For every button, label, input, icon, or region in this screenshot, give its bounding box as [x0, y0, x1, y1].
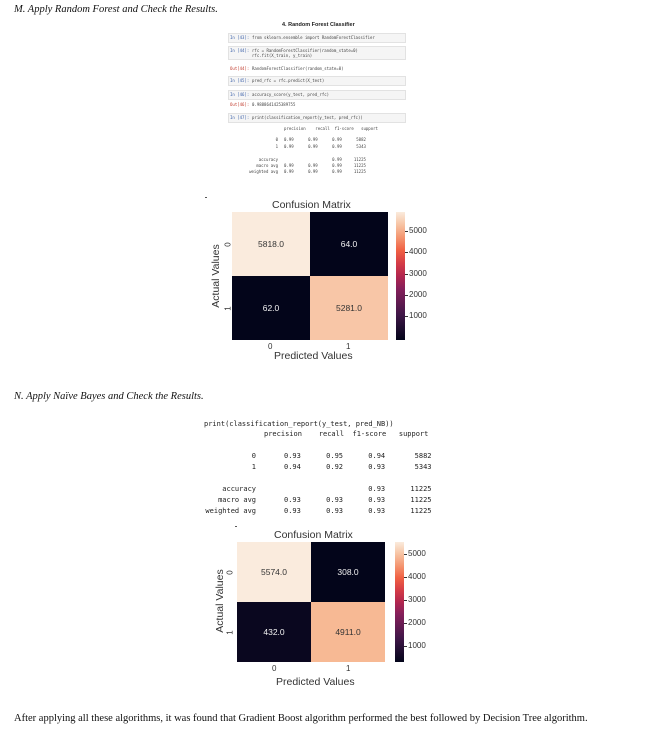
cm1-cbar-tick: 2000 [409, 290, 427, 299]
cm2-cbar-tick: 5000 [408, 549, 426, 558]
cm1-cell-0-1: 64.0 [310, 212, 388, 276]
nb-report-values: 0.93 0.95 0.94 5882 [284, 452, 432, 460]
nb-report-values: 0.94 0.92 0.93 5343 [284, 463, 432, 471]
cm1-xtick-1: 1 [346, 342, 351, 351]
report-label: weighted avg [249, 169, 278, 174]
report-values: 0.99 0.99 0.99 5882 [284, 137, 366, 142]
cm2-cbar-tick: 1000 [408, 641, 426, 650]
report-label: 0 [275, 137, 278, 142]
cm1-xtick-0: 0 [268, 342, 273, 351]
cell-prompt: Out[44]: [230, 66, 250, 71]
cm2-colorbar [395, 542, 404, 662]
cm1-cbar-tick: 3000 [409, 269, 427, 278]
cm2-xtick-0: 0 [272, 664, 277, 673]
cm2-title: Confusion Matrix [274, 529, 353, 541]
cell-prompt: In [46]: [230, 92, 250, 97]
cm1-xlabel: Predicted Values [274, 350, 353, 362]
cell-output: 0.9888641425389755 [252, 102, 296, 107]
report-values: 0.99 0.99 0.99 11225 [284, 163, 366, 168]
cm1-cell-0-0: 5818.0 [232, 212, 310, 276]
cm1-title: Confusion Matrix [272, 199, 351, 211]
report-label: 1 [275, 144, 278, 149]
cm2-xtick-1: 1 [346, 664, 351, 673]
report-header: precision recall f1-score support [284, 126, 378, 131]
cell-code: from sklearn.ensemble import RandomForestClassifier [252, 35, 375, 40]
cm2-ylabel: Actual Values [214, 569, 226, 633]
cm1-cell-1-1: 5281.0 [310, 276, 388, 340]
cm2-cell-1-0: 432.0 [237, 602, 311, 662]
cell-code: pred_rfc = rfc.predict(X_test) [252, 78, 325, 83]
cm2-cbar-tick: 3000 [408, 595, 426, 604]
cell-code: accuracy_score(y_test, pred_rfc) [252, 92, 330, 97]
nb-report-values: 0.93 11225 [284, 485, 432, 493]
nb-code-line: print(classification_report(y_test, pred_NB)) [204, 420, 394, 428]
nb-report-values: 0.93 0.93 0.93 11225 [284, 496, 432, 504]
cell-code: print(classification_report(y_test, pred_rfc)) [252, 115, 363, 120]
cm1-cbar-tick: 1000 [409, 311, 427, 320]
report-values: 0.99 11225 [284, 157, 366, 162]
cell-prompt: In [47]: [230, 115, 250, 120]
cm2-cell-0-1: 308.0 [311, 542, 385, 602]
report-values: 0.99 0.99 0.99 5343 [284, 144, 366, 149]
report-label: accuracy [258, 157, 278, 162]
cm2-cell-1-1: 4911.0 [311, 602, 385, 662]
nb-report-label: 1 [251, 463, 256, 471]
notebook-title: 4. Random Forest Classifier [282, 22, 355, 28]
nb-report-label: macro avg [218, 496, 256, 504]
cm2-xlabel: Predicted Values [276, 676, 355, 688]
cell-prompt: In [43]: [230, 35, 250, 40]
section-m-heading: M. Apply Random Forest and Check the Results. [14, 4, 218, 15]
nb-report-header: precision recall f1-score support [264, 430, 429, 438]
report-label: macro avg [256, 163, 278, 168]
cm2-cell-0-0: 5574.0 [237, 542, 311, 602]
cell-prompt: In [44]: [230, 48, 250, 53]
stray-mark [235, 526, 237, 527]
cm2-cbar-tick: 2000 [408, 618, 426, 627]
conclusion-paragraph: After applying all these algorithms, it was found that Gradient Boost algorithm performed the best followed by Decision Tree algorithm. [14, 713, 588, 724]
cm2-ytick-0: 0 [225, 570, 235, 575]
cm1-cbar-tick: 4000 [409, 247, 427, 256]
nb-report-label: 0 [251, 452, 256, 460]
cm1-colorbar [396, 212, 405, 340]
cm2-ytick-1: 1 [225, 630, 235, 635]
cell-code: rfc = RandomForestClassifier(random_state=0) rfc.fit(X_train, y_train) [252, 48, 358, 58]
cm1-cell-1-0: 62.0 [232, 276, 310, 340]
stray-mark [205, 197, 207, 198]
nb-report-values: 0.93 0.93 0.93 11225 [284, 507, 432, 515]
cell-prompt: In [45]: [230, 78, 250, 83]
nb-report-label: weighted avg [205, 507, 256, 515]
section-n-heading: N. Apply Naïve Bayes and Check the Results. [14, 391, 204, 402]
cm2-cbar-tick: 4000 [408, 572, 426, 581]
nb-report-label: accuracy [222, 485, 256, 493]
cm1-ytick-1: 1 [223, 306, 233, 311]
cm1-cbar-tick: 5000 [409, 226, 427, 235]
cell-output: RandomForestClassifier(random_state=0) [252, 66, 344, 71]
cell-prompt: Out[46]: [230, 102, 250, 107]
cm1-ylabel: Actual Values [210, 244, 222, 308]
report-values: 0.99 0.99 0.99 11225 [284, 169, 366, 174]
cm1-ytick-0: 0 [223, 242, 233, 247]
